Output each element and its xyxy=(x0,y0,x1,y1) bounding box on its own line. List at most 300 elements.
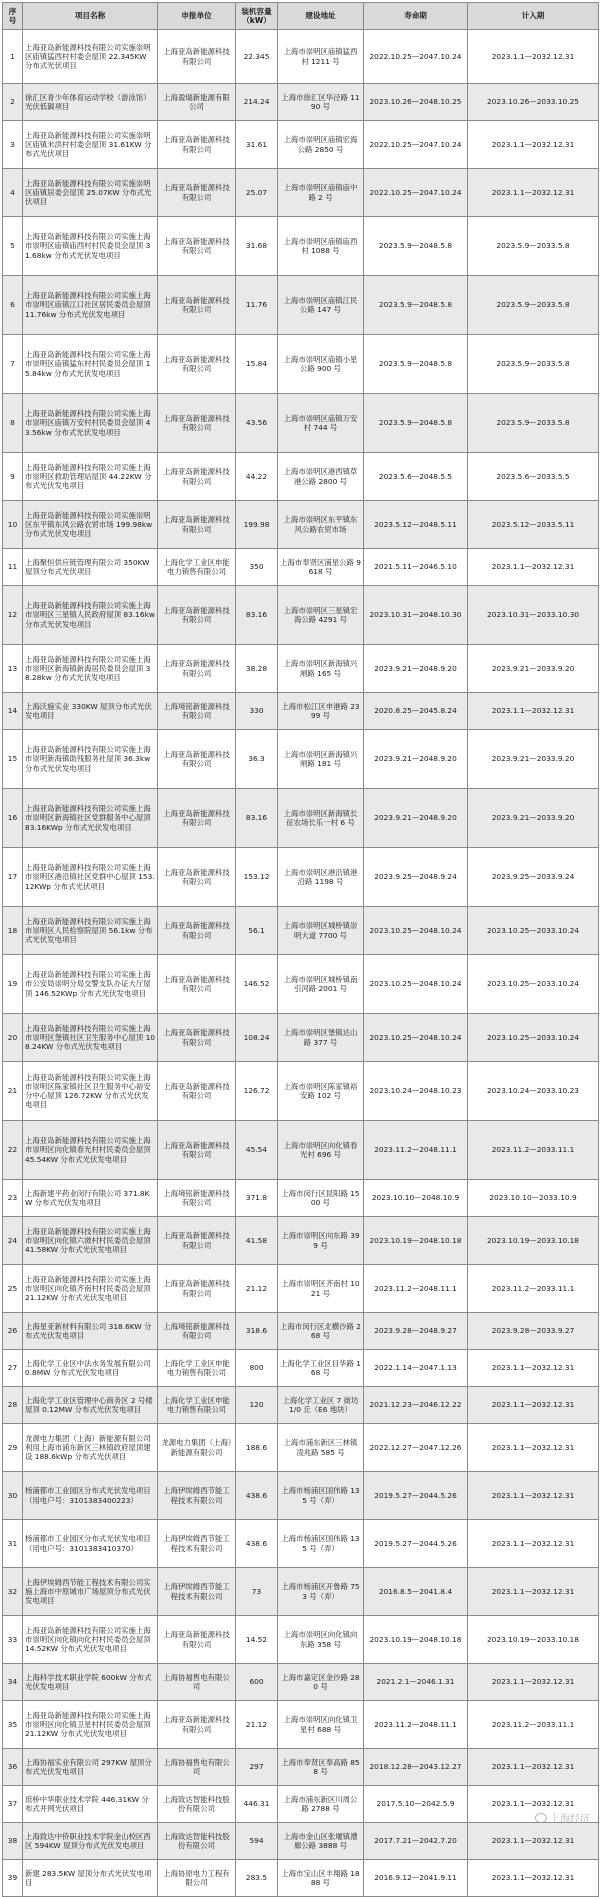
table-row xyxy=(3,907,599,955)
cell-project: 上海亚岛新能源科技有限公司实施上海市崇明区向化镇六滧村村民委员会屋顶 41.58KW 分布式光伏发电项目 xyxy=(23,1217,158,1265)
cell-no: 30 xyxy=(3,1472,23,1520)
cell-capacity: 56.1 xyxy=(236,907,278,955)
cell-capacity: 350 xyxy=(236,549,278,586)
cell-period: 2023.1.1—2032.12.31 xyxy=(468,121,599,169)
cell-capacity: 800 xyxy=(236,1350,278,1387)
cell-period: 2023.9.25—2033.9.24 xyxy=(468,848,599,907)
cell-capacity: 330 xyxy=(236,693,278,730)
cell-project: 上海化学工业区中法水务发展有限公司 0.8MW 分布式光伏发电项目 xyxy=(23,1350,158,1387)
cell-project: 上海亚岛新能源科技有限公司实施崇明区庙镇米洪村村委会屋顶 31.61KW 分布式光伏项目 xyxy=(23,121,158,169)
cell-capacity: 283.5 xyxy=(236,1860,278,1897)
cell-address: 上海市宝山区丰翔路 1888 号 xyxy=(278,1860,364,1897)
cell-address: 上海市崇明区新海镇兴闸路 165 号 xyxy=(278,645,364,693)
cell-period: 2023.1.1—2032.12.31 xyxy=(468,30,599,84)
cell-lifetime: 2023.11.2—2048.11.1 xyxy=(364,1701,468,1749)
project-table xyxy=(2,2,599,1897)
cell-lifetime: 2023.10.31—2048.10.30 xyxy=(364,586,468,645)
table-row xyxy=(3,1664,599,1701)
cell-address: 上海市崇明区三星镇宏海公路 4291 号 xyxy=(278,586,364,645)
cell-applicant: 上海伊埃姆西节能工程技术有限公司 xyxy=(158,1520,236,1568)
cell-no: 29 xyxy=(3,1424,23,1472)
cell-applicant: 上海亚岛新能源科技有限公司 xyxy=(158,789,236,848)
watermark xyxy=(535,1810,590,1825)
table-row xyxy=(3,693,599,730)
header-period: 计入期 xyxy=(468,3,599,30)
cell-address: 上海市崇明区向化镇春光村 696 号 xyxy=(278,1121,364,1180)
table-row xyxy=(3,501,599,549)
cell-no: 6 xyxy=(3,276,23,335)
cell-no: 31 xyxy=(3,1520,23,1568)
cell-lifetime: 2023.10.25—2048.10.24 xyxy=(364,907,468,955)
header-applicant: 申报单位 xyxy=(158,3,236,30)
cell-lifetime: 2021.12.23—2046.12.22 xyxy=(364,1387,468,1424)
table-row xyxy=(3,1014,599,1062)
cell-project: 上海伊埃姆西节能工程技术有限公司实施上海市中原城市广场屋顶分布式光伏发电项目 xyxy=(23,1568,158,1616)
cell-address: 上海市闵行区北横沙路 268 号 xyxy=(278,1313,364,1350)
cell-applicant: 上海亚岛新能源科技有限公司 xyxy=(158,276,236,335)
header-address: 建设地址 xyxy=(278,3,364,30)
cell-lifetime: 2023.10.26—2048.10.25 xyxy=(364,84,468,121)
cell-applicant: 上海亚岛新能源科技有限公司 xyxy=(158,730,236,789)
cell-project: 上海亚岛新能源科技有限公司实施上海市崇明区向化镇齐南村村民委员会屋顶 21.12KW 分布式光伏发电项目 xyxy=(23,1265,158,1313)
cell-capacity: 31.61 xyxy=(236,121,278,169)
cell-capacity: 36.3 xyxy=(236,730,278,789)
cell-applicant: 上海亚岛新能源科技有限公司 xyxy=(158,1265,236,1313)
cell-no: 23 xyxy=(3,1180,23,1217)
cell-no: 27 xyxy=(3,1350,23,1387)
table-row xyxy=(3,121,599,169)
cell-project: 上海亚岛新能源科技有限公司实施上海市崇明区向化镇春光村村民委员会屋顶 45.54KW 分布式光伏发电项目 xyxy=(23,1121,158,1180)
cell-no: 3 xyxy=(3,121,23,169)
cell-period: 2023.1.1—2032.12.31 xyxy=(468,549,599,586)
cell-applicant: 上海亚岛新能源科技有限公司 xyxy=(158,121,236,169)
cell-capacity: 21.12 xyxy=(236,1265,278,1313)
cell-capacity: 438.6 xyxy=(236,1472,278,1520)
cell-lifetime: 2023.5.12—2048.5.11 xyxy=(364,501,468,549)
cell-lifetime: 2023.5.9—2048.5.8 xyxy=(364,217,468,276)
cell-address: 上海市浦东新区川周公路 2788 号 xyxy=(278,1786,364,1823)
cell-applicant: 上海亚岛新能源科技有限公司 xyxy=(158,169,236,217)
table-row xyxy=(3,335,599,394)
cell-project: 上海亚岛新能源科技有限公司实施上海市崇明区新海镇社区党群服务中心屋顶 83.16KWp 分布式光伏发电项目 xyxy=(23,789,158,848)
cell-applicant: 上海伊埃姆西节能工程技术有限公司 xyxy=(158,1472,236,1520)
cell-address: 上海市崇明区堡镇达山路 377 号 xyxy=(278,1014,364,1062)
cell-no: 16 xyxy=(3,789,23,848)
table-row xyxy=(3,453,599,501)
cell-applicant: 上海境铭新能源科技有限公司 xyxy=(158,693,236,730)
cell-capacity: 214.24 xyxy=(236,84,278,121)
cell-address: 上海市崇明区庙镇万安村 744 号 xyxy=(278,394,364,453)
cell-no: 19 xyxy=(3,955,23,1014)
table-row xyxy=(3,1616,599,1664)
cell-applicant: 上海亚岛新能源科技有限公司 xyxy=(158,1062,236,1121)
cell-address: 上海市崇明区向东路 399 号 xyxy=(278,1217,364,1265)
cell-applicant: 上海亚岛新能源科技有限公司 xyxy=(158,1014,236,1062)
cell-applicant: 上海化学工业区申能电力销售有限公司 xyxy=(158,1387,236,1424)
cell-period: 2023.5.9—2033.5.8 xyxy=(468,394,599,453)
cell-address: 上海市崇明区城桥镇崇明大道 7700 号 xyxy=(278,907,364,955)
cell-period: 2023.11.2—2033.11.1 xyxy=(468,1121,599,1180)
cell-project: 上海亚岛新能源科技有限公司实施崇明区庙镇猛西村村委会屋顶 22.345KW 分布式光伏项目 xyxy=(23,30,158,84)
cell-address: 上海市崇明区向化镇卫星村 688 号 xyxy=(278,1701,364,1749)
cell-address: 上海市崇明区新海镇兴闸路 181 号 xyxy=(278,730,364,789)
cell-address: 上海市崇明区庙镇小星公路 900 号 xyxy=(278,335,364,394)
cell-no: 25 xyxy=(3,1265,23,1313)
cell-applicant: 上海亚岛新能源科技有限公司 xyxy=(158,1701,236,1749)
table-row xyxy=(3,394,599,453)
table-row xyxy=(3,84,599,121)
cell-capacity: 45.54 xyxy=(236,1121,278,1180)
cell-capacity: 44.22 xyxy=(236,453,278,501)
cell-applicant: 上海境铭新能源科技有限公司 xyxy=(158,1180,236,1217)
table-row xyxy=(3,217,599,276)
cell-project: 上海亚岛新能源科技有限公司实施上海市崇明区庙镇猛东村村民委员会屋顶 15.84kw 分布式光伏发电项目 xyxy=(23,335,158,394)
cell-applicant: 龙源电力集团（上海）新能源有限公司 xyxy=(158,1424,236,1472)
cell-applicant: 上海协原电力工程有限公司 xyxy=(158,1860,236,1897)
cell-lifetime: 2023.9.28—2048.9.27 xyxy=(364,1313,468,1350)
cell-capacity: 22.345 xyxy=(236,30,278,84)
cell-lifetime: 2022.10.25—2047.10.24 xyxy=(364,121,468,169)
cell-lifetime: 2023.10.25—2048.10.24 xyxy=(364,955,468,1014)
cell-lifetime: 2023.5.6—2048.5.5 xyxy=(364,453,468,501)
cell-period: 2023.5.9—2033.5.8 xyxy=(468,335,599,394)
cell-project: 上海化学工业区管理中心商务区 2 号楼屋顶 0.12MW 分布式光伏发电项目 xyxy=(23,1387,158,1424)
cell-no: 28 xyxy=(3,1387,23,1424)
cell-project: 上海亚岛新能源科技有限公司实施上海市崇明区救助管理站屋顶 44.22KW 分布式光伏发电项目 xyxy=(23,453,158,501)
cell-lifetime: 2022.10.25—2047.10.24 xyxy=(364,30,468,84)
cell-address: 上海市嘉定区金沙路 280 号 xyxy=(278,1664,364,1701)
cell-lifetime: 2019.5.27—2044.5.26 xyxy=(364,1520,468,1568)
cell-address: 上海化学工业区 7 街坊 1/0 丘（E6 地块） xyxy=(278,1387,364,1424)
table-row xyxy=(3,1701,599,1749)
table-row xyxy=(3,789,599,848)
cell-no: 24 xyxy=(3,1217,23,1265)
cell-no: 17 xyxy=(3,848,23,907)
cell-no: 21 xyxy=(3,1062,23,1121)
cell-no: 12 xyxy=(3,586,23,645)
cell-capacity: 41.58 xyxy=(236,1217,278,1265)
table-row xyxy=(3,1749,599,1786)
cell-address: 上海市崇明区陈家镇裕安路 102 号 xyxy=(278,1062,364,1121)
table-row xyxy=(3,848,599,907)
cell-period: 2023.10.31—2033.10.30 xyxy=(468,586,599,645)
cell-project: 上海亚岛新能源科技有限公司实施上海市崇明新海镇助残服务社屋顶 36.3kw 分布式光伏发电项目 xyxy=(23,730,158,789)
cell-capacity: 83.16 xyxy=(236,789,278,848)
cell-applicant: 上海亚岛新能源科技有限公司 xyxy=(158,335,236,394)
cell-no: 38 xyxy=(3,1823,23,1860)
cell-period: 2023.1.1—2032.12.31 xyxy=(468,169,599,217)
cell-project: 徐汇区青少年体育运动学校（游泳馆）光伏低碳项目 xyxy=(23,84,158,121)
cell-project: 上海亚岛新能源科技有限公司实施上海市崇明区向化镇卫星村村民委员会屋顶 21.12KW 分布式光伏发电项目 xyxy=(23,1701,158,1749)
table-row xyxy=(3,1823,599,1860)
cell-period: 2023.5.9—2033.5.8 xyxy=(468,217,599,276)
cell-address: 上海市闵行区昆阳路 1500 号 xyxy=(278,1180,364,1217)
cell-no: 7 xyxy=(3,335,23,394)
cell-applicant: 上海亚岛新能源科技有限公司 xyxy=(158,1121,236,1180)
table-row xyxy=(3,169,599,217)
cell-period: 2023.1.1—2032.12.31 xyxy=(468,1520,599,1568)
cell-capacity: 120 xyxy=(236,1387,278,1424)
table-row xyxy=(3,1217,599,1265)
cell-capacity: 73 xyxy=(236,1568,278,1616)
cell-period: 2023.11.2—2033.11.1 xyxy=(468,1701,599,1749)
table-row xyxy=(3,1786,599,1823)
cell-capacity: 25.07 xyxy=(236,169,278,217)
cell-applicant: 上海亚岛新能源科技有限公司 xyxy=(158,394,236,453)
cell-address: 上海市奉贤区浦星公路 9618 号 xyxy=(278,549,364,586)
cell-lifetime: 2023.9.25—2048.9.24 xyxy=(364,848,468,907)
cell-applicant: 上海亚岛新能源科技有限公司 xyxy=(158,1217,236,1265)
cell-address: 上海市崇明区庙镇宏海公路 2850 号 xyxy=(278,121,364,169)
cell-project: 上海亚岛新能源科技有限公司实施上海市崇明区新海镇新海居民委员会屋顶 38.28kw 分布式光伏发电项目 xyxy=(23,645,158,693)
cell-period: 2023.10.25—2033.10.24 xyxy=(468,955,599,1014)
cell-project: 新建 283.5KW 屋顶分布式光伏发电项目 xyxy=(23,1860,158,1897)
cell-period: 2023.1.1—2032.12.31 xyxy=(468,1749,599,1786)
cell-no: 34 xyxy=(3,1664,23,1701)
cell-period: 2023.9.21—2033.9.20 xyxy=(468,730,599,789)
cell-address: 上海市杨浦区国伟路 135 号（弄） xyxy=(278,1520,364,1568)
cell-no: 13 xyxy=(3,645,23,693)
cell-applicant: 上海伊埃姆西节能工程技术有限公司 xyxy=(158,1568,236,1616)
cell-period: 2023.5.6—2033.5.5 xyxy=(468,453,599,501)
cell-period: 2023.1.1—2032.12.31 xyxy=(468,1387,599,1424)
cell-address: 上海化学工业区目华路 168 号 xyxy=(278,1350,364,1387)
cell-lifetime: 2023.10.10—2048.10.9 xyxy=(364,1180,468,1217)
cell-lifetime: 2022.1.14—2047.1.13 xyxy=(364,1350,468,1387)
cell-capacity: 31.68 xyxy=(236,217,278,276)
cell-capacity: 297 xyxy=(236,1749,278,1786)
table-row xyxy=(3,645,599,693)
cell-no: 20 xyxy=(3,1014,23,1062)
cell-lifetime: 2023.5.9—2048.5.8 xyxy=(364,394,468,453)
cell-period: 2023.1.1—2032.12.31 xyxy=(468,1786,599,1823)
cell-period: 2023.10.25—2033.10.24 xyxy=(468,1014,599,1062)
cell-address: 上海市崇明区齐南村 1021 号 xyxy=(278,1265,364,1313)
cell-capacity: 126.72 xyxy=(236,1062,278,1121)
cell-period: 2023.1.1—2032.12.31 xyxy=(468,1860,599,1897)
cell-no: 26 xyxy=(3,1313,23,1350)
cell-period: 2023.1.1—2032.12.31 xyxy=(468,1568,599,1616)
table-row xyxy=(3,1121,599,1180)
cell-no: 14 xyxy=(3,693,23,730)
cell-capacity: 14.52 xyxy=(236,1616,278,1664)
cell-project: 杨浦都市工业园区分布式光伏发电项目（用电户号：3101383410370） xyxy=(23,1520,158,1568)
cell-applicant: 上海亚岛新能源科技有限公司 xyxy=(158,217,236,276)
table-row xyxy=(3,1860,599,1897)
cell-lifetime: 2016.9.12—2041.9.11 xyxy=(364,1860,468,1897)
cell-project: 上海科学技术职业学院 600kW 分布式光伏发电项目 xyxy=(23,1664,158,1701)
cell-lifetime: 2017.5.10—2042.5.9 xyxy=(364,1786,468,1823)
cell-lifetime: 2022.10.25—2047.10.24 xyxy=(364,169,468,217)
cell-no: 1 xyxy=(3,30,23,84)
cell-applicant: 上海亚岛新能源科技有限公司 xyxy=(158,1616,236,1664)
cell-applicant: 上海化学工业区申能电力销售有限公司 xyxy=(158,549,236,586)
cell-period: 2023.10.19—2033.10.18 xyxy=(468,1217,599,1265)
cell-capacity: 43.56 xyxy=(236,394,278,453)
cell-period: 2023.10.10—2033.10.9 xyxy=(468,1180,599,1217)
cell-applicant: 上海亚岛新能源科技有限公司 xyxy=(158,453,236,501)
cell-project: 上海亚岛新能源科技有限公司实施上海市公安局崇明分局交警支队办证大厅屋顶 146.52KWp 分布式光伏发电项目 xyxy=(23,955,158,1014)
cell-address: 上海市杨浦区国伟路 135 号（弄） xyxy=(278,1472,364,1520)
table-row xyxy=(3,1472,599,1520)
cell-project: 上海亚岛新能源科技有限公司实施上海市崇明区人民检察院屋顶 56.1kw 分布式光伏发电项目 xyxy=(23,907,158,955)
cell-lifetime: 2023.9.21—2048.9.20 xyxy=(364,789,468,848)
cell-project: 上海新建平药业闵行有限公司 371.8KW 分布式光伏发电项目 xyxy=(23,1180,158,1217)
cell-address: 上海市浦东新区三林镇凌兆路 585 号 xyxy=(278,1424,364,1472)
cell-capacity: 318.6 xyxy=(236,1313,278,1350)
cell-no: 36 xyxy=(3,1749,23,1786)
cell-applicant: 上海境铭新能源科技有限公司 xyxy=(158,1313,236,1350)
cell-no: 15 xyxy=(3,730,23,789)
cell-address: 上海市金山区张堰镇漕廊公路 3888 号 xyxy=(278,1823,364,1860)
cell-project: 庶桥中华职业技术学院 446.31KW 分布式并网光伏项目 xyxy=(23,1786,158,1823)
cell-project: 上海亚岛新能源科技有限公司实施上海市崇明区庙镇万安村村民委员会屋顶 43.56kw 分布式光伏发电项目 xyxy=(23,394,158,453)
cell-capacity: 38.28 xyxy=(236,645,278,693)
table-row xyxy=(3,1568,599,1616)
cell-project: 上海亚岛新能源科技有限公司实施崇明区东平镇东风公路农贸市场 199.98kw 分布式光伏发电项目 xyxy=(23,501,158,549)
cell-period: 2023.10.19—2033.10.18 xyxy=(468,1616,599,1664)
cell-address: 上海市徐汇区华泾路 1190 号 xyxy=(278,84,364,121)
cell-project: 上海亚岛新能源科技有限公司实施上海市崇明区三星镇人民政府屋顶 83.16kw 分布式光伏发电项目 xyxy=(23,586,158,645)
cell-lifetime: 2019.5.27—2044.5.26 xyxy=(364,1472,468,1520)
cell-address: 上海市崇明区庙镇猛西村 1211 号 xyxy=(278,30,364,84)
cell-applicant: 上海盈瑞新能源有限公司 xyxy=(158,84,236,121)
table-header-row xyxy=(3,3,599,30)
table-row xyxy=(3,1062,599,1121)
cell-period: 2023.1.1—2032.12.31 xyxy=(468,1350,599,1387)
cell-lifetime: 2018.12.28—2043.12.27 xyxy=(364,1749,468,1786)
cell-capacity: 188.6 xyxy=(236,1424,278,1472)
table-row xyxy=(3,1424,599,1472)
cell-project: 上海聚恒供应链管理有限公司 350KW 屋顶分布式光伏项目 xyxy=(23,549,158,586)
cell-period: 2023.5.12—2033.5.11 xyxy=(468,501,599,549)
header-project: 项目名称 xyxy=(23,3,158,30)
cell-capacity: 199.98 xyxy=(236,501,278,549)
cell-address: 上海市杨浦区开鲁路 753 号（弄） xyxy=(278,1568,364,1616)
cell-address: 上海市崇明区庙镇江民公路 147 号 xyxy=(278,276,364,335)
cell-capacity: 15.84 xyxy=(236,335,278,394)
cell-lifetime: 2016.8.5—2041.8.4 xyxy=(364,1568,468,1616)
cell-applicant: 上海致达智能科技股份有限公司 xyxy=(158,1823,236,1860)
cell-address: 上海市崇明区港沿镇港沿路 1198 号 xyxy=(278,848,364,907)
cell-applicant: 上海致达智能科技股份有限公司 xyxy=(158,1786,236,1823)
table-row xyxy=(3,30,599,84)
cell-period: 2023.1.1—2032.12.31 xyxy=(468,1664,599,1701)
cell-no: 33 xyxy=(3,1616,23,1664)
cell-address: 上海市松江区申港路 2399 号 xyxy=(278,693,364,730)
cell-lifetime: 2023.9.21—2048.9.20 xyxy=(364,645,468,693)
cell-lifetime: 2023.9.21—2048.9.20 xyxy=(364,730,468,789)
cell-lifetime: 2021.5.11—2046.5.10 xyxy=(364,549,468,586)
cell-project: 上海协福实业有限公司 297KW 屋顶分布式光伏发电项目 xyxy=(23,1749,158,1786)
cell-period: 2023.1.1—2032.12.31 xyxy=(468,1472,599,1520)
cell-project: 上海亚岛新能源科技有限公司实施上海市崇明区庙镇庙西村村民委员会屋顶 31.68kw 分布式光伏发电项目 xyxy=(23,217,158,276)
cell-capacity: 446.31 xyxy=(236,1786,278,1823)
cell-address: 上海市崇明区东平镇东风公路农贸市场 xyxy=(278,501,364,549)
cell-period: 2023.1.1—2032.12.31 xyxy=(468,1424,599,1472)
table-row xyxy=(3,1350,599,1387)
cell-no: 8 xyxy=(3,394,23,453)
table-row xyxy=(3,586,599,645)
cell-project: 上海星亚新材料有限公司 318.6KW 分布式光伏发电项目 xyxy=(23,1313,158,1350)
cell-address: 上海市奉贤区奉高路 858 号 xyxy=(278,1749,364,1786)
cell-address: 上海市崇明区新海镇长征农场长乐一村 6 号 xyxy=(278,789,364,848)
cell-no: 9 xyxy=(3,453,23,501)
cell-applicant: 上海协福售电有限公司 xyxy=(158,1664,236,1701)
cell-lifetime: 2023.11.2—2048.11.1 xyxy=(364,1121,468,1180)
cell-applicant: 上海亚岛新能源科技有限公司 xyxy=(158,848,236,907)
cell-lifetime: 2022.12.27—2047.12.26 xyxy=(364,1424,468,1472)
cell-no: 2 xyxy=(3,84,23,121)
header-lifetime: 寿命期 xyxy=(364,3,468,30)
cell-lifetime: 2021.2.1—2046.1.31 xyxy=(364,1664,468,1701)
cell-project: 上海亚岛新能源科技有限公司实施上海市崇明区港沿镇社区党群中心屋顶 153.12KWp 分布式光伏项目 xyxy=(23,848,158,907)
cell-capacity: 600 xyxy=(236,1664,278,1701)
cell-period: 2023.11.2—2033.11.1 xyxy=(468,1265,599,1313)
cell-lifetime: 2020.8.25—2045.8.24 xyxy=(364,693,468,730)
cell-address: 上海市崇明区向化镇向东路 358 号 xyxy=(278,1616,364,1664)
cell-address: 上海市崇明区城桥镇南引河路 2001 号 xyxy=(278,955,364,1014)
table-row xyxy=(3,1387,599,1424)
table-row xyxy=(3,1180,599,1217)
cell-applicant: 上海亚岛新能源科技有限公司 xyxy=(158,30,236,84)
cell-capacity: 146.52 xyxy=(236,955,278,1014)
cell-lifetime: 2023.5.9—2048.5.8 xyxy=(364,276,468,335)
table-row xyxy=(3,730,599,789)
table-row xyxy=(3,1313,599,1350)
cell-capacity: 108.24 xyxy=(236,1014,278,1062)
cell-period: 2023.9.28—2033.9.27 xyxy=(468,1313,599,1350)
cell-lifetime: 2023.5.9—2048.5.8 xyxy=(364,335,468,394)
cell-project: 杨浦都市工业园区分布式光伏发电项目（用电户号：3101383400223） xyxy=(23,1472,158,1520)
cell-project: 上海亚岛新能源科技有限公司实施上海市崇明区堡镇社区卫生服务中心屋顶 108.24KW 分布式光伏发电项目 xyxy=(23,1014,158,1062)
cell-lifetime: 2023.11.2—2048.11.1 xyxy=(364,1265,468,1313)
cell-capacity: 83.16 xyxy=(236,586,278,645)
cell-no: 37 xyxy=(3,1786,23,1823)
cell-lifetime: 2023.10.25—2048.10.24 xyxy=(364,1014,468,1062)
cell-project: 上海沃施实业 330KW 屋顶分布式光伏发电项目 xyxy=(23,693,158,730)
header-capacity: 装机容量（kW） xyxy=(236,3,278,30)
cell-no: 22 xyxy=(3,1121,23,1180)
cell-lifetime: 2023.10.24—2048.10.23 xyxy=(364,1062,468,1121)
cell-period: 2023.9.21—2033.9.20 xyxy=(468,789,599,848)
cell-applicant: 上海化学工业区申能电力销售有限公司 xyxy=(158,1350,236,1387)
cell-period: 2023.9.21—2033.9.20 xyxy=(468,645,599,693)
cell-project: 上海亚岛新能源科技有限公司实施崇明区庙镇居委会屋顶 25.07KW 分布式光伏项目 xyxy=(23,169,158,217)
cell-address: 上海市崇明区庙镇庙中路 2 号 xyxy=(278,169,364,217)
cell-no: 35 xyxy=(3,1701,23,1749)
cell-no: 18 xyxy=(3,907,23,955)
cell-project: 上海亚岛新能源科技有限公司实施上海市崇明区庙镇江口社区居民委员会屋顶 11.76kw 分布式光伏发电项目 xyxy=(23,276,158,335)
table-row xyxy=(3,276,599,335)
cell-period: 2023.1.1—2032.12.31 xyxy=(468,1823,599,1860)
cell-applicant: 上海亚岛新能源科技有限公司 xyxy=(158,645,236,693)
cell-capacity: 594 xyxy=(236,1823,278,1860)
cell-capacity: 11.76 xyxy=(236,276,278,335)
cell-capacity: 371.8 xyxy=(236,1180,278,1217)
cell-applicant: 上海亚岛新能源科技有限公司 xyxy=(158,907,236,955)
table-row xyxy=(3,1265,599,1313)
cell-lifetime: 2017.7.21—2042.7.20 xyxy=(364,1823,468,1860)
weibo-icon xyxy=(535,1813,547,1823)
cell-period: 2023.10.24—2033.10.23 xyxy=(468,1062,599,1121)
cell-no: 5 xyxy=(3,217,23,276)
cell-applicant: 上海亚岛新能源科技有限公司 xyxy=(158,586,236,645)
cell-capacity: 438.6 xyxy=(236,1520,278,1568)
cell-period: 2023.1.1—2032.12.31 xyxy=(468,693,599,730)
cell-applicant: 上海亚岛新能源科技有限公司 xyxy=(158,501,236,549)
cell-lifetime: 2023.10.19—2048.10.18 xyxy=(364,1616,468,1664)
